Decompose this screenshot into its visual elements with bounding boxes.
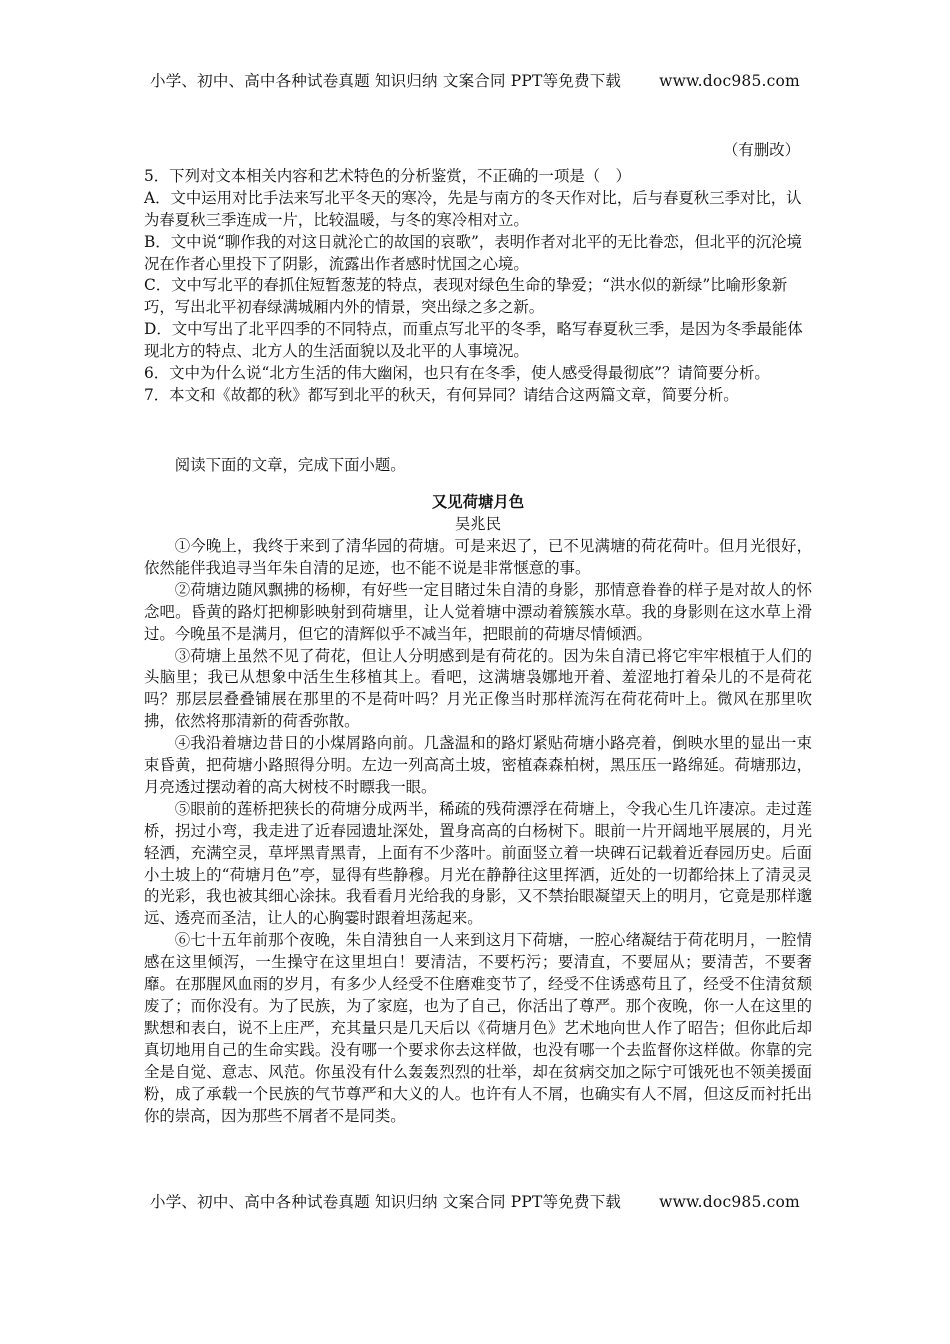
footer-text: 小学、初中、高中各种试卷真题 知识归纳 文案合同 PPT等免费下载: [150, 1193, 622, 1211]
article-paragraph-5: ⑤眼前的莲桥把狭长的荷塘分成两半，稀疏的残荷漂浮在荷塘上，令我心生几许凄凉。走过莲桥，拐过小弯，我走进了近春园遗址深处，置身高高的白杨树下。眼前一片开阔地平展展的，月光轻洒，充满空灵，草坪黑青黑青，上面有不少落叶。前面竖立着一块碑石记载着近春园历史。后面小土坡上的“荷塘月色”亭，显得有些静穆。月光在静静往这里挥洒，近处的一切都给抹上了清灵灵的光彩，我也被其细心涂抹。我看看月光给我的身影，又不禁抬眼凝望天上的明月，它竟是那样邈远、透亮而圣洁，让人的心胸霎时跟着坦荡起来。: [144, 799, 812, 928]
question-5-option-b: B．文中说“聊作我的对这日就沦亡的故国的哀歌”，表明作者对北平的无比眷恋，但北平的沉沦境况在作者心里投下了阴影，流露出作者感时忧国之心境。: [144, 232, 803, 273]
question-5-stem: 5．下列对文本相关内容和艺术特色的分析鉴赏，不正确的一项是（ ）: [144, 166, 631, 185]
document-body: [144, 140, 812, 1127]
revision-note: （有删改）: [723, 141, 800, 159]
article-paragraph-3: ③荷塘上虽然不见了荷花，但让人分明感到是有荷花的。因为朱自清已将它牢牢根植于人们的头脑里；我已从想象中活生生移植其上。看吧，这满塘袅娜地开着、羞涩地打着朵儿的不是荷花吗？那层层叠叠铺展在那里的不是荷叶吗？月光正像当时那样流泻在荷花荷叶上。微风在那里吹拂，依然将那清新的荷香弥散。: [144, 646, 812, 731]
article-paragraph-6: ⑥七十五年前那个夜晚，朱自清独自一人来到这月下荷塘，一腔心绪凝结于荷花明月，一腔情感在这里倾泻，一生操守在这里坦白！要清洁，不要朽污；要清直，不要屈从；要清苦，不要奢靡。在那腥风血雨的岁月，有多少人经受不住磨难变节了，经受不住诱惑苟且了，经受不住清贫颓废了；而你没有。为了民族，为了家庭，也为了自己，你活出了尊严。那个夜晚，你一人在这里的默想和表白，说不上庄严，充其量只是几天后以《荷塘月色》艺术地向世人作了昭告；但你此后却真切地用自己的生命实践。没有哪一个要求你去这样做，也没有哪一个去监督你这样做。你靠的完全是自觉、意志、风范。你虽没有什么轰轰烈烈的壮举，却在贫病交加之际宁可饿死也不领美援面粉，成了承载一个民族的气节尊严和大义的人。也许有人不屑，也确实有人不屑，但这反而衬托出你的崇高，因为那些不屑者不是同类。: [144, 931, 812, 1125]
article-paragraph-1: ①今晚上，我终于来到了清华园的荷塘。可是来迟了，已不见满塘的荷花荷叶。但月光很好，依然能伴我追寻当年朱自清的足迹，也不能不说是非常惬意的事。: [144, 536, 812, 577]
footer-url[interactable]: www.doc985.com: [659, 1193, 800, 1211]
article-paragraph-2: ②荷塘边随风飘拂的杨柳，有好些一定目睹过朱自清的身影，那情意眷眷的样子是对故人的怀念吧。昏黄的路灯把柳影映射到荷塘里，让人觉着塘中漂动着簇簇水草。我的身影则在这水草上滑过。今晚虽不是满月，但它的清辉似乎不减当年，把眼前的荷塘尽情倾洒。: [144, 580, 812, 643]
article-paragraph-4: ④我沿着塘边昔日的小煤屑路向前。几盏温和的路灯紧贴荷塘小路亮着，倒映水里的显出一束束昏黄，把荷塘小路照得分明。左边一列高高土坡，密植森森柏树，黑压压一路绵延。荷塘那边，月亮透过摆动着的高大树枝不时瞟我一眼。: [144, 734, 812, 796]
question-7: 7．本文和《故都的秋》都写到北平的秋天，有何异同？请结合这两篇文章，简要分析。: [144, 385, 739, 404]
question-5-option-d: D．文中写出了北平四季的不同特点，而重点写北平的冬季，略写春夏秋三季，是因为冬季最能体现北方的特点、北方人的生活面貌以及北平的人事境况。: [144, 320, 803, 361]
question-6: 6．文中为什么说“北方生活的伟大幽闲，也只有在冬季，使人感受得最彻底”？请简要分析。: [144, 364, 770, 383]
page-header: [0, 69, 950, 91]
question-5: [144, 166, 812, 363]
question-5-option-a: A．文中运用对比手法来写北平冬天的寒冷，先是与南方的冬天作对比，后与春夏秋三季对比，认为春夏秋三季连成一片，比较温暖，与冬的寒冷相对立。: [144, 188, 802, 229]
header-url[interactable]: www.doc985.com: [659, 72, 800, 90]
header-text: 小学、初中、高中各种试卷真题 知识归纳 文案合同 PPT等免费下载: [150, 72, 622, 90]
reading-instructions: 阅读下面的文章，完成下面小题。: [174, 455, 406, 474]
question-5-option-c: C．文中写北平的春抓住短暂葱茏的特点，表现对绿色生命的挚爱；“洪水似的新绿”比喻形象新巧，写出北平初春绿满城厢内外的情景，突出绿之多之新。: [144, 276, 788, 317]
page-footer: [0, 1190, 950, 1212]
article-title: 又见荷塘月色: [431, 493, 525, 512]
article-author: 吴兆民: [454, 515, 502, 534]
